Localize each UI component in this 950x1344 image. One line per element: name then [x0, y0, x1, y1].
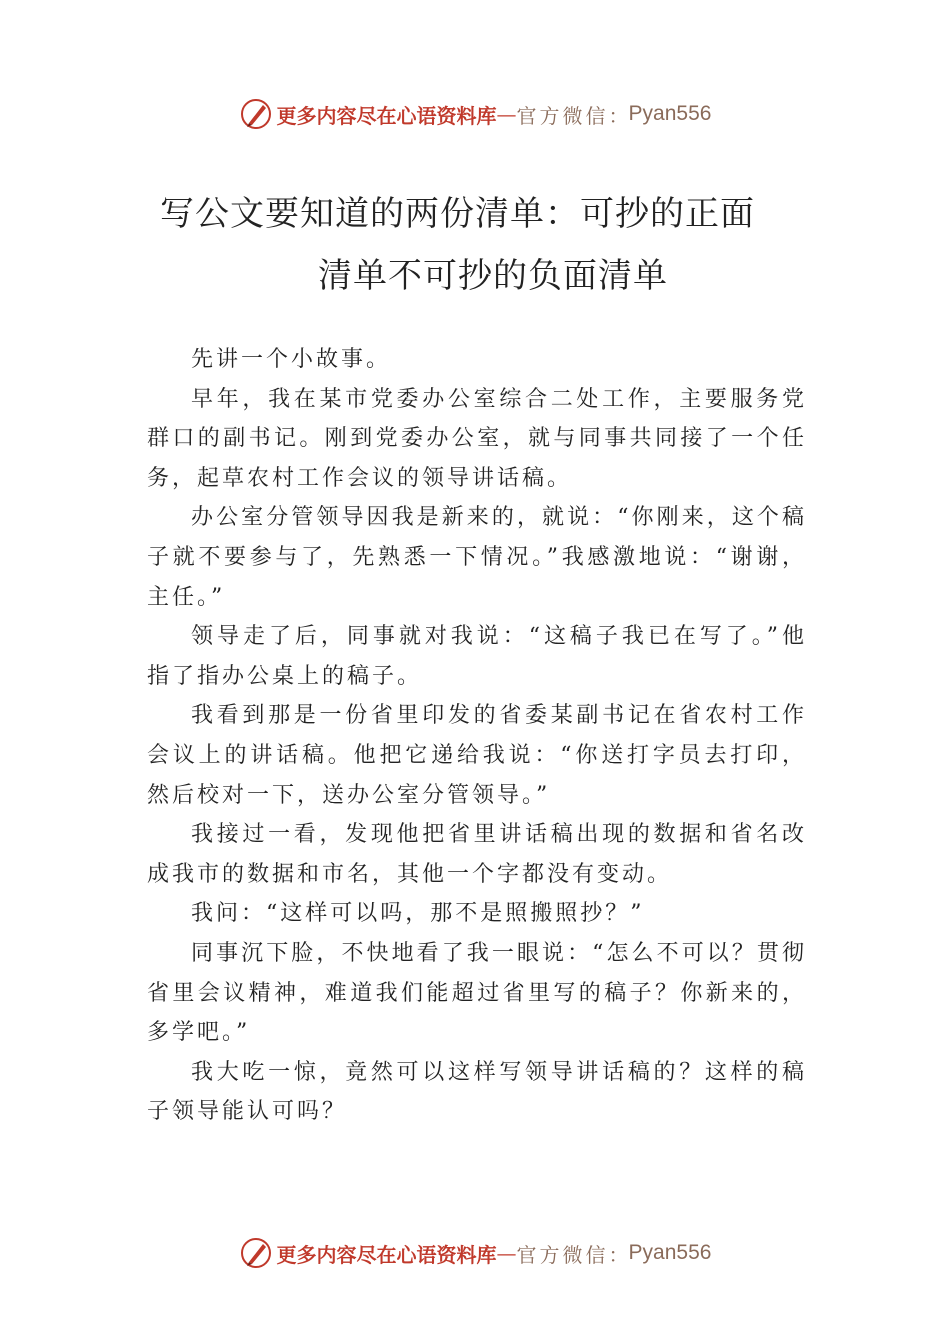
paragraph: 同事沉下脸，不快地看了我一眼说：“怎么不可以？贯彻省里会议精神，难道我们能超过省里写的稿子？你新来的，多学吧。” [147, 940, 807, 1046]
doc-title-line-2: 清单不可抄的负面清单 [318, 256, 668, 296]
paragraph: 我大吃一惊，竟然可以这样写领导讲话稿的？这样的稿子领导能认可吗？ [147, 1059, 807, 1125]
doc-body [147, 340, 807, 1132]
banner-colon: ： [608, 103, 629, 128]
header-banner [0, 92, 950, 136]
banner-wechat-label: 官方微信 [516, 1242, 609, 1267]
paragraph: 我问：“这样可以吗，那不是照搬照抄？” [191, 901, 645, 927]
paragraph: 办公室分管领导因我是新来的，就说：“你刚来，这个稿子就不要参与了，先熟悉一下情况。”我感激地说：“谢谢，主任。” [147, 505, 807, 610]
banner-dash: — [496, 1241, 517, 1265]
footer-banner [0, 1231, 950, 1275]
paragraph: 先讲一个小故事。 [191, 347, 392, 372]
pen-logo-icon [239, 97, 273, 131]
paragraph: 早年，我在某市党委办公室综合二处工作，主要服务党群口的副书记。刚到党委办公室，就与同事共同接了一个任务，起草农村工作会议的领导讲话稿。 [147, 386, 807, 491]
banner-brand: 更多内容尽在心语资料库 [276, 1242, 497, 1267]
banner-dash: — [496, 102, 517, 126]
paragraph: 我看到那是一份省里印发的省委某副书记在省农村工作会议上的讲话稿。他把它递给我说：“你送打字员去打印，然后校对一下，送办公室分管领导。” [147, 703, 807, 808]
doc-title-line-1: 写公文要知道的两份清单：可抄的正面 [160, 194, 755, 234]
pen-logo-icon [239, 1236, 273, 1270]
banner-wechat-id: Pyan556 [628, 1241, 712, 1264]
banner-wechat-label: 官方微信 [516, 103, 609, 128]
banner-wechat-id: Pyan556 [628, 102, 712, 125]
paragraph: 我接过一看，发现他把省里讲话稿出现的数据和省名改成我市的数据和市名，其他一个字都没有变动。 [147, 822, 807, 887]
banner-brand: 更多内容尽在心语资料库 [276, 103, 497, 128]
paragraph: 领导走了后，同事就对我说：“这稿子我已在写了。”他指了指办公桌上的稿子。 [147, 624, 807, 689]
banner-colon: ： [608, 1242, 629, 1267]
